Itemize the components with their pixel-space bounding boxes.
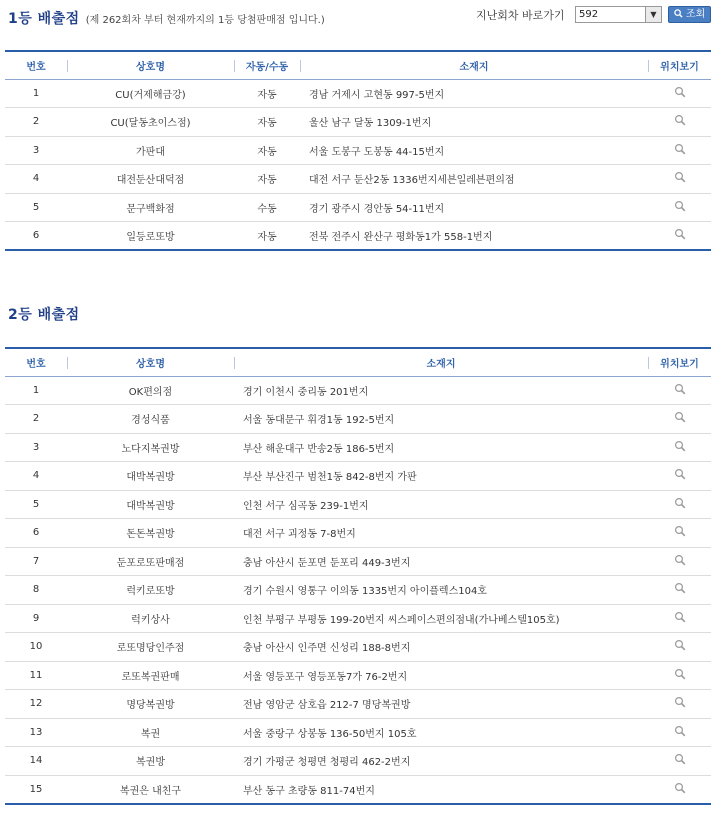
cell-name: 노다지복권방: [67, 433, 234, 462]
magnifier-icon[interactable]: [674, 757, 686, 768]
magnifier-icon[interactable]: [674, 444, 686, 455]
cell-no: 14: [5, 747, 67, 776]
cell-addr: 충남 아산시 인주면 신성리 188-8번지: [234, 633, 648, 662]
cell-addr: 경남 거제시 고현동 997-5번지: [300, 79, 648, 108]
cell-addr: 대전 서구 괴정동 7-8번지: [234, 519, 648, 548]
magnifier-icon[interactable]: [674, 472, 686, 483]
cell-name: 로또명당인주점: [67, 633, 234, 662]
cell-name: 돈돈복권방: [67, 519, 234, 548]
magnifier-icon[interactable]: [674, 672, 686, 683]
cell-name: 대박복권방: [67, 462, 234, 491]
cell-no: 6: [5, 222, 67, 251]
magnifier-icon[interactable]: [674, 90, 686, 101]
second-prize-title: 2등 배출점: [8, 307, 80, 323]
cell-no: 1: [5, 79, 67, 108]
cell-no: 2: [5, 405, 67, 434]
location-view-button[interactable]: [648, 690, 711, 719]
cell-no: 3: [5, 433, 67, 462]
cell-addr: 부산 부산진구 범천1동 842-8번지 가판: [234, 462, 648, 491]
cell-name: CU(달동초이스점): [67, 108, 234, 137]
cell-addr: 서울 도봉구 도봉동 44-15번지: [300, 136, 648, 165]
col-header: 상호명: [67, 51, 234, 79]
cell-no: 7: [5, 547, 67, 576]
magnifier-icon[interactable]: [674, 387, 686, 398]
cell-no: 8: [5, 576, 67, 605]
magnifier-icon[interactable]: [674, 415, 686, 426]
cell-type: 자동: [234, 79, 300, 108]
cell-name: 대전둔산대덕점: [67, 165, 234, 194]
location-view-button[interactable]: [648, 576, 711, 605]
cell-addr: 충남 아산시 둔포면 둔포리 449-3번지: [234, 547, 648, 576]
col-header: 번호: [5, 51, 67, 79]
col-header: 자동/수동: [234, 51, 300, 79]
cell-addr: 부산 해운대구 반송2동 186-5번지: [234, 433, 648, 462]
magnifier-icon[interactable]: [674, 615, 686, 626]
magnifier-icon[interactable]: [674, 586, 686, 597]
col-header: 위치보기: [648, 51, 711, 79]
cell-no: 13: [5, 718, 67, 747]
second-prize-table: [5, 347, 711, 805]
cell-name: 복권방: [67, 747, 234, 776]
cell-no: 1: [5, 376, 67, 405]
cell-name: 복권은 내친구: [67, 775, 234, 804]
col-header: 소재지: [300, 51, 648, 79]
cell-no: 5: [5, 490, 67, 519]
cell-name: 문구백화점: [67, 193, 234, 222]
location-view-button[interactable]: [648, 405, 711, 434]
location-view-button[interactable]: [648, 165, 711, 194]
table-header: [5, 348, 711, 376]
magnifier-icon[interactable]: [674, 529, 686, 540]
search-button[interactable]: [668, 6, 711, 23]
cell-addr: 대전 서구 둔산2동 1336번지세븐일레븐편의점: [300, 165, 648, 194]
table-row: [5, 79, 711, 108]
cell-name: 럭키상사: [67, 604, 234, 633]
first-prize-title: 1등 배출점 (제 262회차 부터 현재까지의 1등 당첨판매점 입니다.): [8, 11, 325, 27]
cell-addr: 인천 부평구 부평동 199-20번지 씨스페이스편의점내(가나베스텔105호): [234, 604, 648, 633]
table-row: [5, 690, 711, 719]
cell-name: 일등로또방: [67, 222, 234, 251]
cell-no: 3: [5, 136, 67, 165]
cell-type: 자동: [234, 165, 300, 194]
cell-no: 9: [5, 604, 67, 633]
magnifier-icon: [674, 9, 683, 18]
cell-name: 대박복권방: [67, 490, 234, 519]
cell-addr: 인천 서구 심곡동 239-1번지: [234, 490, 648, 519]
location-view-button[interactable]: [648, 222, 711, 251]
location-view-button[interactable]: [648, 462, 711, 491]
location-view-button[interactable]: [648, 433, 711, 462]
cell-type: 수동: [234, 193, 300, 222]
col-header: 번호: [5, 348, 67, 376]
location-view-button[interactable]: [648, 519, 711, 548]
location-view-button[interactable]: [648, 136, 711, 165]
cell-addr: 부산 동구 초량동 811-74번지: [234, 775, 648, 804]
cell-no: 12: [5, 690, 67, 719]
cell-name: 명당복권방: [67, 690, 234, 719]
location-view-button[interactable]: [648, 604, 711, 633]
magnifier-icon[interactable]: [674, 118, 686, 129]
cell-name: 둔포로또판매점: [67, 547, 234, 576]
cell-type: 자동: [234, 222, 300, 251]
location-view-button[interactable]: [648, 633, 711, 662]
cell-no: 6: [5, 519, 67, 548]
cell-addr: 경기 광주시 경안동 54-11번지: [300, 193, 648, 222]
table-row: [5, 604, 711, 633]
table-row: [5, 433, 711, 462]
magnifier-icon[interactable]: [674, 786, 686, 797]
table-row: [5, 376, 711, 405]
location-view-button[interactable]: [648, 718, 711, 747]
cell-addr: 서울 영등포구 영등포동7가 76-2번지: [234, 661, 648, 690]
cell-type: 자동: [234, 108, 300, 137]
magnifier-icon[interactable]: [674, 501, 686, 512]
magnifier-icon[interactable]: [674, 232, 686, 243]
table-row: [5, 775, 711, 804]
location-view-button[interactable]: [648, 193, 711, 222]
table-row: [5, 108, 711, 137]
cell-addr: 서울 중랑구 상봉동 136-50번지 105호: [234, 718, 648, 747]
table-row: [5, 519, 711, 548]
table-row: [5, 576, 711, 605]
first-prize-note: (제 262회차 부터 현재까지의 1등 당첨판매점 입니다.): [85, 15, 325, 26]
table-row: [5, 490, 711, 519]
first-prize-table: [5, 50, 711, 251]
cell-addr: 경기 이천시 중리동 201번지: [234, 376, 648, 405]
table-header: [5, 51, 711, 79]
cell-name: 복권: [67, 718, 234, 747]
table-row: [5, 165, 711, 194]
cell-name: CU(거제해금강): [67, 79, 234, 108]
table-row: [5, 547, 711, 576]
table-row: [5, 747, 711, 776]
cell-no: 2: [5, 108, 67, 137]
round-select-value: 592: [579, 9, 599, 20]
cell-addr: 경기 수원시 영통구 이의동 1335번지 아이플렉스104호: [234, 576, 648, 605]
location-view-button[interactable]: [648, 547, 711, 576]
table-row: [5, 718, 711, 747]
magnifier-icon[interactable]: [674, 729, 686, 740]
cell-addr: 경기 가평군 청평면 청평리 462-2번지: [234, 747, 648, 776]
location-view-button[interactable]: [648, 490, 711, 519]
location-view-button[interactable]: [648, 376, 711, 405]
cell-name: 럭키로또방: [67, 576, 234, 605]
cell-name: 로또복권판매: [67, 661, 234, 690]
cell-name: OK편의점: [67, 376, 234, 405]
cell-no: 4: [5, 165, 67, 194]
round-select[interactable]: [575, 6, 662, 23]
col-header: 상호명: [67, 348, 234, 376]
location-view-button[interactable]: [648, 661, 711, 690]
location-view-button[interactable]: [648, 775, 711, 804]
chevron-down-icon[interactable]: ▼: [645, 7, 661, 22]
magnifier-icon[interactable]: [674, 147, 686, 158]
cell-no: 4: [5, 462, 67, 491]
table-row: [5, 193, 711, 222]
cell-addr: 울산 남구 달동 1309-1번지: [300, 108, 648, 137]
magnifier-icon[interactable]: [674, 700, 686, 711]
table-row: [5, 633, 711, 662]
magnifier-icon[interactable]: [674, 175, 686, 186]
col-header: 위치보기: [648, 348, 711, 376]
cell-no: 15: [5, 775, 67, 804]
cell-no: 5: [5, 193, 67, 222]
search-button-label: 조회: [685, 9, 706, 20]
cell-addr: 전남 영암군 삼호읍 212-7 명당복권방: [234, 690, 648, 719]
magnifier-icon[interactable]: [674, 204, 686, 215]
magnifier-icon[interactable]: [674, 643, 686, 654]
table-row: [5, 462, 711, 491]
col-header: 소재지: [234, 348, 648, 376]
table-row: [5, 405, 711, 434]
top-bar: [0, 0, 720, 34]
cell-type: 자동: [234, 136, 300, 165]
table-row: [5, 136, 711, 165]
table-row: [5, 661, 711, 690]
cell-name: 경성식품: [67, 405, 234, 434]
table-row: [5, 222, 711, 251]
cell-no: 11: [5, 661, 67, 690]
location-view-button[interactable]: [648, 79, 711, 108]
location-view-button[interactable]: [648, 108, 711, 137]
cell-addr: 전북 전주시 완산구 평화동1가 558-1번지: [300, 222, 648, 251]
past-round-label: 지난회차 바로가기: [476, 9, 565, 22]
location-view-button[interactable]: [648, 747, 711, 776]
cell-addr: 서울 동대문구 휘경1동 192-5번지: [234, 405, 648, 434]
cell-no: 10: [5, 633, 67, 662]
magnifier-icon[interactable]: [674, 558, 686, 569]
cell-name: 가판대: [67, 136, 234, 165]
